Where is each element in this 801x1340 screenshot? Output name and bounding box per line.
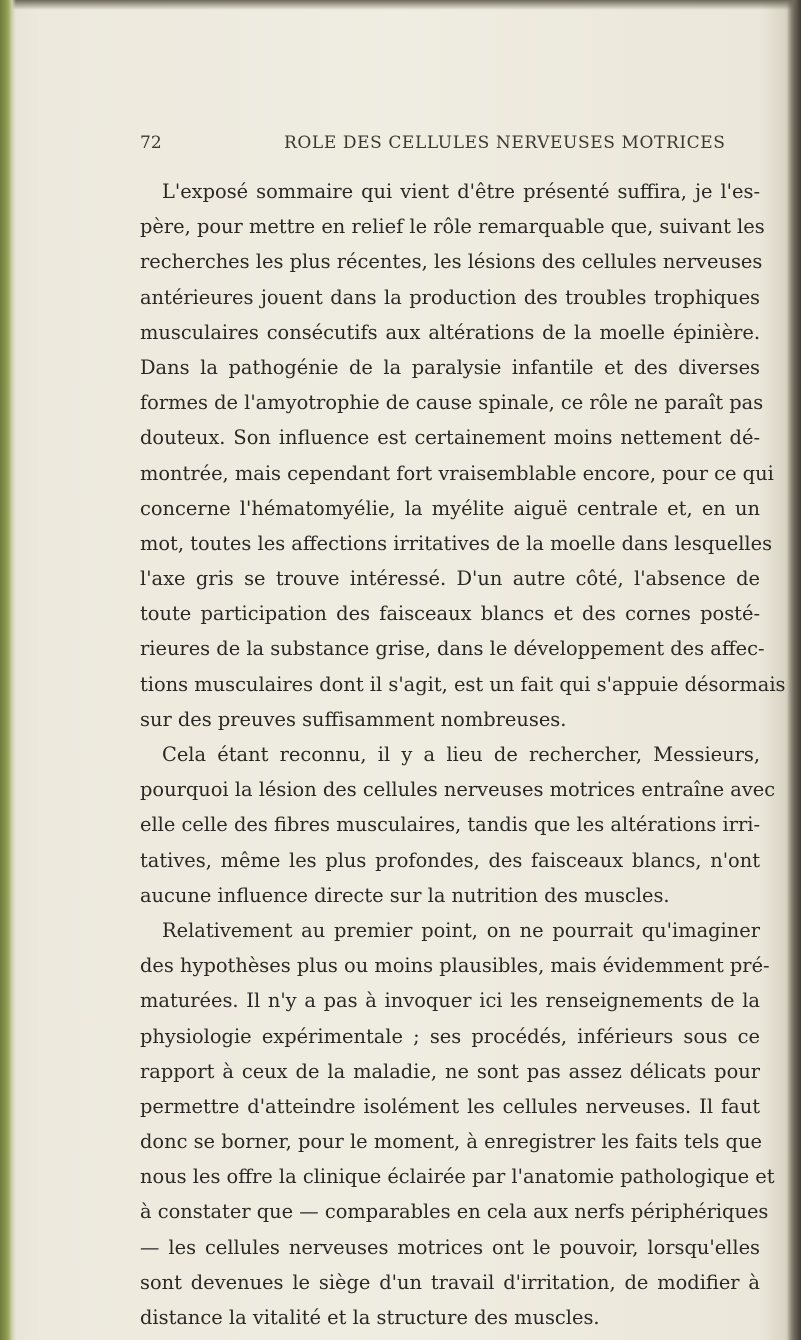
text-line: sont devenues le siège d'un travail d'irritation, de modifier à <box>140 1270 760 1294</box>
text-line: musculaires consécutifs aux altérations de la moelle épinière. <box>140 320 760 344</box>
text-line: aucune influence directe sur la nutrition des muscles. <box>140 883 670 907</box>
text-line: formes de l'amyotrophie de cause spinale, ce rôle ne paraît pas <box>140 391 764 415</box>
page-number: 72 <box>140 133 162 153</box>
text-line: Dans la pathogénie de la paralysie infantile et des diverses <box>140 355 760 379</box>
text-line: elle celle des fibres musculaires, tandis que les altérations irri- <box>140 813 760 837</box>
text-line: sur des preuves suffisamment nombreuses. <box>140 707 567 731</box>
running-head: ROLE DES CELLULES NERVEUSES MOTRICES <box>284 133 726 153</box>
text-line: donc se borner, pour le moment, à enregistrer les faits tels que <box>140 1130 762 1154</box>
text-line: physiologie expérimentale ; ses procédés, inférieurs sous ce <box>140 1024 760 1048</box>
text-line: distance la vitalité et la structure des muscles. <box>140 1306 600 1329</box>
text-line: recherches les plus récentes, les lésions des cellules nerveuses <box>140 250 763 274</box>
text-line: l'axe gris se trouve intéressé. D'un autre côté, l'absence de <box>140 567 760 591</box>
text-line: pourquoi la lésion des cellules nerveuses motrices entraîne avec <box>140 778 776 802</box>
text-line: rapport à ceux de la maladie, ne sont pas assez délicats pour <box>140 1059 760 1083</box>
text-line: Cela étant reconnu, il y a lieu de rechercher, Messieurs, <box>162 743 760 766</box>
text-line: douteux. Son influence est certainement moins nettement dé- <box>140 426 760 450</box>
text-line: concerne l'hématomyélie, la myélite aiguë centrale et, en un <box>140 496 760 520</box>
left-binding-edge <box>0 0 16 1340</box>
text-line: antérieures jouent dans la production des troubles trophiques <box>140 285 760 309</box>
text-line: Relativement au premier point, on ne pourrait qu'imaginer <box>162 918 760 942</box>
text-line: — les cellules nerveuses motrices ont le pouvoir, lorsqu'elles <box>140 1235 760 1259</box>
text-line: à constater que — comparables en cela aux nerfs périphériques <box>140 1200 769 1224</box>
text-line: nous les offre la clinique éclairée par l'anatomie pathologique et <box>140 1165 775 1189</box>
right-binding-edge <box>787 0 801 1340</box>
text-line: rieures de la substance grise, dans le développement des affec- <box>140 637 765 661</box>
text-line: maturées. Il n'y a pas à invoquer ici les renseignements de la <box>140 989 760 1013</box>
body-text <box>140 174 786 1335</box>
text-line: tatives, même les plus profondes, des faisceaux blancs, n'ont <box>140 848 760 872</box>
text-line: L'exposé sommaire qui vient d'être présenté suffira, je l'es- <box>162 180 760 203</box>
page-header <box>140 133 780 157</box>
page-top-edge-shadow <box>0 0 801 10</box>
text-line: des hypothèses plus ou moins plausibles, mais évidemment pré- <box>140 954 770 978</box>
text-line: permettre d'atteindre isolément les cellules nerveuses. Il faut <box>140 1094 760 1118</box>
text-line: mot, toutes les affections irritatives de la moelle dans lesquelles <box>140 531 773 555</box>
text-line: tions musculaires dont il s'agit, est un fait qui s'appuie désormais <box>140 672 786 696</box>
text-line: montrée, mais cependant fort vraisemblable encore, pour ce qui <box>140 461 774 485</box>
text-line: père, pour mettre en relief le rôle remarquable que, suivant les <box>140 215 765 239</box>
text-line: toute participation des faisceaux blancs et des cornes posté- <box>140 602 760 626</box>
